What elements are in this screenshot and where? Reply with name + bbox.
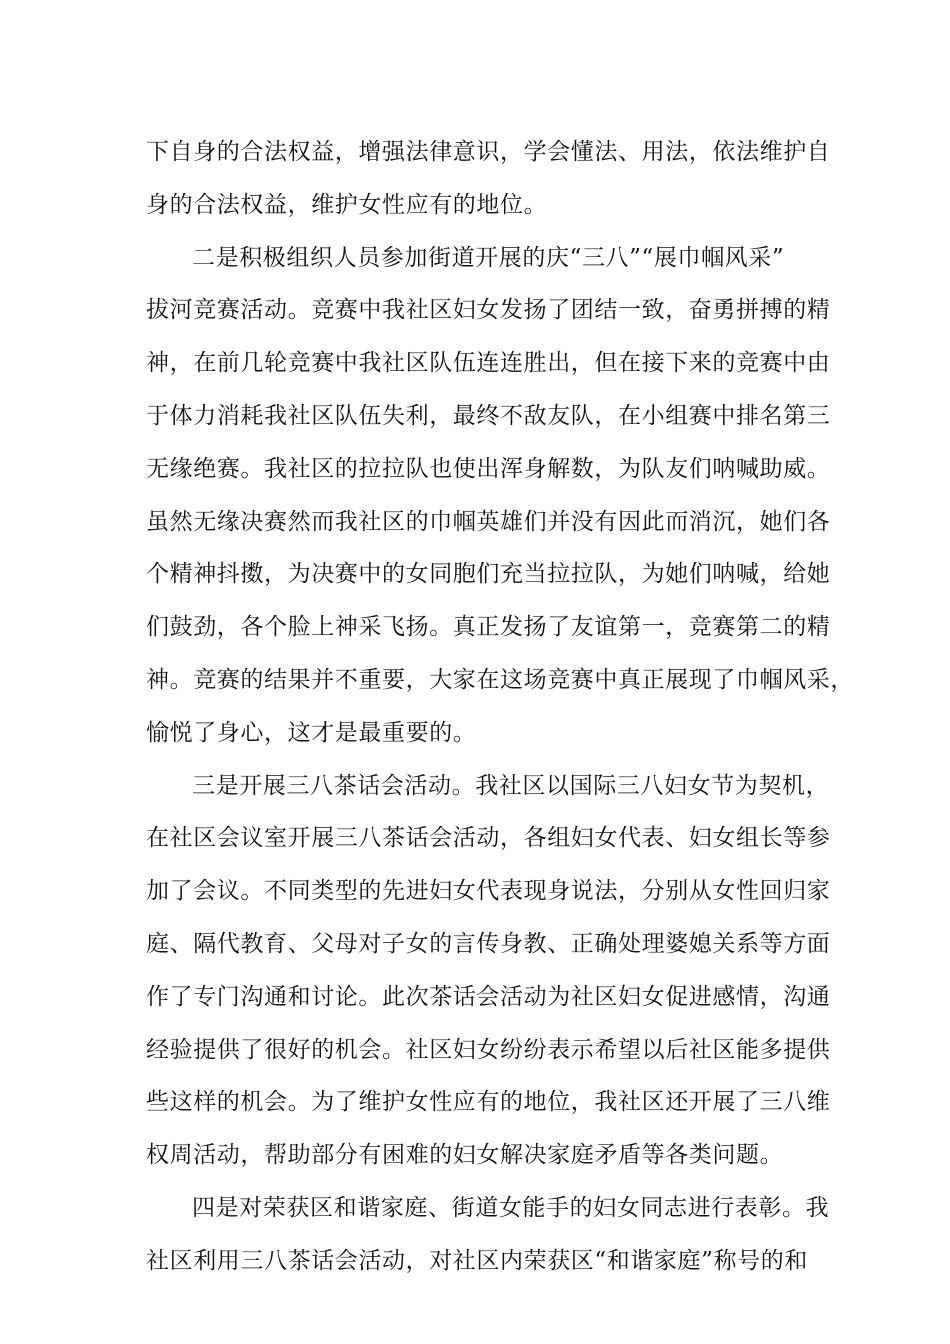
text-line: 加了会议。不同类型的先进妇女代表现身说法，分别从女性回归家: [146, 878, 831, 905]
text-line: 虽然无缘决赛然而我社区的巾帼英雄们并没有因此而消沉，她们各: [146, 508, 831, 535]
text-line: 们鼓劲，各个脸上神采飞扬。真正发扬了友谊第一，竞赛第二的精: [146, 614, 831, 641]
text-line: 愉悦了身心，这才是最重要的。: [146, 719, 477, 746]
text-line: 拔河竞赛活动。竞赛中我社区妇女发扬了团结一致，奋勇拼搏的精: [146, 297, 831, 324]
text-line: 下自身的合法权益，增强法律意识，学会懂法、用法，依法维护自: [146, 139, 831, 165]
text-line: 神，在前几轮竞赛中我社区队伍连连胜出，但在接下来的竞赛中由: [146, 350, 831, 377]
document-body: [146, 132, 854, 1294]
paragraph-start-line: 四是对荣获区和谐家庭、街道女能手的妇女同志进行表彰。我: [192, 1194, 830, 1221]
text-line: 社区利用三八茶话会活动，对社区内荣获区“和谐家庭”称号的和: [146, 1247, 808, 1274]
text-line: 无缘绝赛。我社区的拉拉队也使出浑身解数，为队友们呐喊助威。: [146, 455, 831, 482]
text-line: 庭、隔代教育、父母对子女的言传身教、正确处理婆媳关系等方面: [146, 930, 831, 957]
text-line: 权周活动，帮助部分有困难的妇女解决家庭矛盾等各类问题。: [146, 1142, 784, 1169]
paragraph-start-line: 三是开展三八茶话会活动。我社区以国际三八妇女节为契机，: [192, 772, 830, 799]
text-line: 些这样的机会。为了维护女性应有的地位，我社区还开展了三八维: [146, 1089, 831, 1116]
text-line: 作了专门沟通和讨论。此次茶话会活动为社区妇女促进感情，沟通: [146, 983, 831, 1010]
text-line: 个精神抖擞，为决赛中的女同胞们充当拉拉队，为她们呐喊，给她: [146, 561, 831, 588]
text-line: 于体力消耗我社区队伍失利，最终不敌友队，在小组赛中排名第三: [146, 402, 831, 429]
text-line: 身的合法权益，维护女性应有的地位。: [146, 191, 548, 218]
text-line: 经验提供了很好的机会。社区妇女纷纷表示希望以后社区能多提供: [146, 1036, 831, 1063]
text-line: 神。竞赛的结果并不重要，大家在这场竞赛中真正展现了巾帼风采，: [146, 666, 854, 693]
text-line: 在社区会议室开展三八茶话会活动，各组妇女代表、妇女组长等参: [146, 825, 831, 852]
paragraph-start-line: 二是积极组织人员参加街道开展的庆“三八”“展巾帼风采”: [192, 244, 785, 271]
